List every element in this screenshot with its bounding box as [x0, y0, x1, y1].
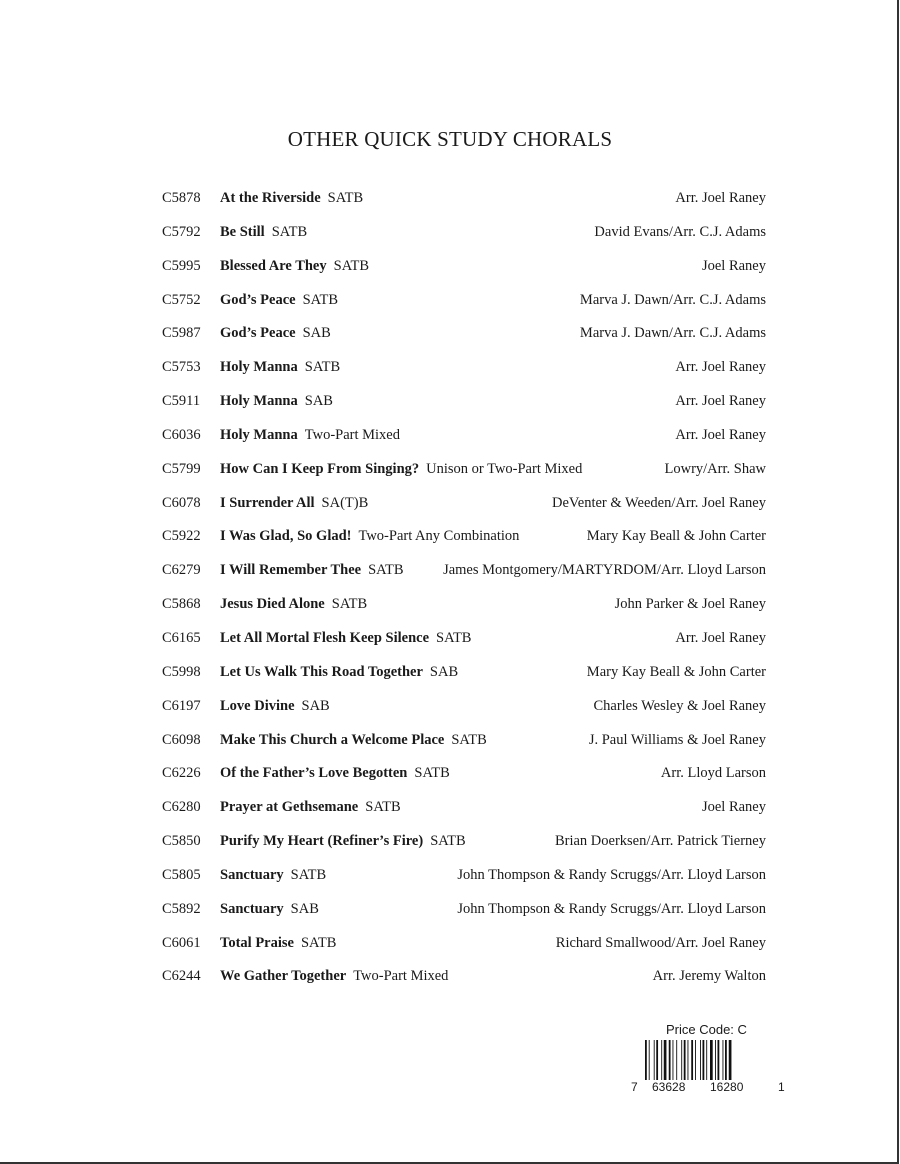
barcode-bar — [695, 1040, 696, 1080]
choral-row — [162, 524, 766, 558]
choral-voicing: SATB — [300, 934, 337, 951]
choral-name — [220, 694, 330, 718]
barcode-bar — [715, 1040, 716, 1080]
choral-voicing: SATB — [331, 596, 368, 613]
choral-name — [220, 660, 458, 684]
choral-arranger: James Montgomery/MARTYRDOM/Arr. Lloyd Larson — [443, 562, 766, 579]
choral-title: Sanctuary — [220, 866, 284, 883]
price-code: Price Code: C — [666, 1022, 747, 1037]
choral-row — [162, 558, 766, 592]
choral-code: C5998 — [162, 663, 201, 680]
choral-name — [220, 355, 340, 379]
choral-row — [162, 389, 766, 423]
choral-arranger: Richard Smallwood/Arr. Joel Raney — [555, 934, 766, 951]
choral-row — [162, 423, 766, 457]
choral-title: Prayer at Gethsemane — [220, 799, 359, 816]
choral-arranger: Arr. Joel Raney — [675, 359, 766, 376]
choral-code: C5752 — [162, 291, 201, 308]
choral-name — [220, 728, 487, 752]
choral-name — [220, 795, 401, 819]
choral-name — [220, 491, 368, 515]
choral-code: C6280 — [162, 799, 201, 816]
choral-arranger: DeVenter & Weeden/Arr. Joel Raney — [552, 494, 766, 511]
choral-title: I Was Glad, So Glad! — [220, 528, 352, 545]
choral-arranger: Joel Raney — [701, 799, 766, 816]
choral-title: God’s Peace — [220, 325, 296, 342]
choral-voicing: SAB — [304, 393, 333, 410]
barcode-digit-left: 7 — [631, 1080, 638, 1094]
choral-code: C6197 — [162, 697, 201, 714]
choral-name — [220, 897, 319, 921]
choral-voicing: Two-Part Mixed — [353, 968, 449, 985]
choral-title: Let Us Walk This Road Together — [220, 663, 423, 680]
choral-code: C6165 — [162, 629, 201, 646]
choral-title: Sanctuary — [220, 900, 284, 917]
choral-row — [162, 761, 766, 795]
choral-name — [220, 457, 582, 481]
choral-title: Holy Manna — [220, 359, 298, 376]
choral-row — [162, 491, 766, 525]
choral-title: Love Divine — [220, 697, 295, 714]
choral-arranger: John Thompson & Randy Scruggs/Arr. Lloyd Larson — [457, 900, 766, 917]
choral-arranger: Mary Kay Beall & John Carter — [586, 663, 766, 680]
choral-title: Holy Manna — [220, 393, 298, 410]
choral-row — [162, 897, 766, 931]
choral-row — [162, 728, 766, 762]
barcode-bar — [654, 1040, 655, 1080]
barcode-bar — [691, 1040, 693, 1080]
choral-voicing: SATB — [436, 629, 472, 646]
choral-title: Be Still — [220, 223, 265, 240]
barcode-bar — [706, 1040, 707, 1080]
choral-voicing: Two-Part Mixed — [304, 426, 400, 443]
barcode-bar — [673, 1040, 674, 1080]
choral-code: C5799 — [162, 460, 201, 477]
choral-voicing: SATB — [451, 731, 487, 748]
choral-row — [162, 457, 766, 491]
barcode-bar — [700, 1040, 701, 1080]
choral-title: Jesus Died Alone — [220, 596, 325, 613]
choral-code: C6279 — [162, 562, 201, 579]
choral-title: God’s Peace — [220, 291, 296, 308]
choral-name — [220, 288, 338, 312]
choral-voicing: Unison or Two-Part Mixed — [426, 460, 583, 477]
choral-arranger: J. Paul Williams & Joel Raney — [588, 731, 766, 748]
choral-arranger: Arr. Jeremy Walton — [652, 968, 766, 985]
choral-title: We Gather Together — [220, 968, 347, 985]
choral-name — [220, 220, 307, 244]
barcode-bar — [703, 1040, 705, 1080]
barcode-bar — [656, 1040, 658, 1080]
barcode-bar — [710, 1040, 713, 1080]
choral-row — [162, 254, 766, 288]
choral-arranger: Arr. Joel Raney — [675, 393, 766, 410]
choral-row — [162, 220, 766, 254]
choral-row — [162, 660, 766, 694]
choral-code: C5922 — [162, 528, 201, 545]
choral-voicing: SATB — [302, 291, 339, 308]
choral-voicing: SAB — [429, 663, 459, 680]
choral-title: Of the Father’s Love Begotten — [220, 765, 408, 782]
choral-title: Total Praise — [220, 934, 294, 951]
barcode-bar — [645, 1040, 647, 1080]
barcode-bar — [688, 1040, 689, 1080]
choral-title: Let All Mortal Flesh Keep Silence — [220, 629, 430, 646]
choral-name — [220, 931, 336, 955]
choral-name — [220, 321, 331, 345]
choral-arranger: John Thompson & Randy Scruggs/Arr. Lloyd Larson — [457, 866, 766, 883]
choral-voicing: SATB — [271, 223, 308, 240]
choral-row — [162, 795, 766, 829]
choral-title: Holy Manna — [220, 426, 298, 443]
choral-row — [162, 355, 766, 389]
barcode-bar — [661, 1040, 662, 1080]
barcode-bar — [718, 1040, 720, 1080]
choral-title: I Surrender All — [220, 494, 315, 511]
choral-name — [220, 186, 363, 210]
choral-name — [220, 389, 333, 413]
barcode-bar — [669, 1040, 671, 1080]
choral-row — [162, 321, 766, 355]
choral-row — [162, 186, 766, 220]
choral-arranger: Arr. Lloyd Larson — [660, 765, 766, 782]
choral-row — [162, 694, 766, 728]
choral-code: C5753 — [162, 359, 201, 376]
choral-voicing: Two-Part Any Combination — [358, 528, 520, 545]
choral-name — [220, 829, 466, 853]
choral-code: C5868 — [162, 596, 201, 613]
choral-voicing: SATB — [365, 799, 401, 816]
choral-voicing: SATB — [304, 359, 341, 376]
choral-arranger: David Evans/Arr. C.J. Adams — [594, 223, 766, 240]
choral-voicing: SAB — [301, 697, 330, 714]
choral-code: C5892 — [162, 900, 201, 917]
choral-list — [162, 186, 766, 998]
choral-code: C5792 — [162, 223, 201, 240]
choral-arranger: Arr. Joel Raney — [675, 190, 766, 206]
choral-row — [162, 829, 766, 863]
choral-voicing: SATB — [333, 257, 370, 274]
choral-row — [162, 288, 766, 322]
barcode-bar — [725, 1040, 727, 1080]
choral-title: Make This Church a Welcome Place — [220, 731, 445, 748]
choral-name — [220, 558, 404, 582]
choral-arranger: Arr. Joel Raney — [675, 426, 766, 443]
choral-row — [162, 964, 766, 998]
choral-code: C5878 — [162, 190, 201, 206]
barcode-bar — [684, 1040, 686, 1080]
choral-arranger: Joel Raney — [701, 257, 766, 274]
choral-arranger: Lowry/Arr. Shaw — [664, 460, 766, 477]
choral-code: C5805 — [162, 866, 201, 883]
choral-title: Blessed Are They — [220, 257, 327, 274]
barcode-bar — [676, 1040, 677, 1080]
choral-row — [162, 931, 766, 965]
choral-voicing: SA(T)B — [321, 494, 369, 511]
barcode-bar — [723, 1040, 724, 1080]
choral-name — [220, 964, 448, 988]
choral-voicing: SATB — [430, 833, 466, 850]
choral-voicing: SATB — [327, 190, 364, 206]
choral-code: C5911 — [162, 393, 201, 410]
barcode-digits-group-b: 16280 — [710, 1080, 744, 1094]
choral-code: C5850 — [162, 833, 201, 850]
page-title: OTHER QUICK STUDY CHORALS — [287, 127, 613, 151]
choral-arranger: John Parker & Joel Raney — [614, 596, 766, 613]
choral-voicing: SAB — [290, 900, 319, 917]
barcode-bar — [729, 1040, 732, 1080]
barcode — [643, 1040, 773, 1080]
choral-code: C6226 — [162, 765, 201, 782]
choral-voicing: SATB — [368, 562, 404, 579]
choral-code: C6061 — [162, 934, 201, 951]
choral-name — [220, 423, 400, 447]
choral-title: Purify My Heart (Refiner’s Fire) — [220, 833, 424, 850]
barcode-bar — [681, 1040, 682, 1080]
choral-arranger: Marva J. Dawn/Arr. C.J. Adams — [579, 291, 766, 308]
choral-arranger: Mary Kay Beall & John Carter — [586, 528, 766, 545]
choral-row — [162, 863, 766, 897]
choral-name — [220, 626, 471, 650]
barcode-digit-right: 1 — [778, 1080, 785, 1094]
choral-arranger: Charles Wesley & Joel Raney — [593, 697, 766, 714]
choral-name — [220, 863, 326, 887]
choral-code: C6244 — [162, 968, 201, 985]
choral-title: I Will Remember Thee — [220, 562, 362, 579]
choral-code: C6036 — [162, 426, 201, 443]
choral-voicing: SATB — [290, 866, 327, 883]
choral-row — [162, 592, 766, 626]
choral-code: C5987 — [162, 325, 201, 342]
choral-arranger: Marva J. Dawn/Arr. C.J. Adams — [579, 325, 766, 342]
choral-code: C6078 — [162, 494, 201, 511]
barcode-bar — [664, 1040, 667, 1080]
choral-voicing: SATB — [414, 765, 450, 782]
choral-arranger: Brian Doerksen/Arr. Patrick Tierney — [554, 833, 766, 850]
choral-name — [220, 761, 450, 785]
choral-row — [162, 626, 766, 660]
choral-title: How Can I Keep From Singing? — [220, 460, 420, 477]
choral-arranger: Arr. Joel Raney — [675, 629, 766, 646]
choral-title: At the Riverside — [220, 190, 321, 206]
choral-name — [220, 592, 367, 616]
barcode-bar — [649, 1040, 650, 1080]
choral-voicing: SAB — [302, 325, 331, 342]
choral-code: C6098 — [162, 731, 201, 748]
choral-name — [220, 524, 519, 548]
choral-name — [220, 254, 369, 278]
choral-code: C5995 — [162, 257, 201, 274]
barcode-digits-group-a: 63628 — [652, 1080, 686, 1094]
